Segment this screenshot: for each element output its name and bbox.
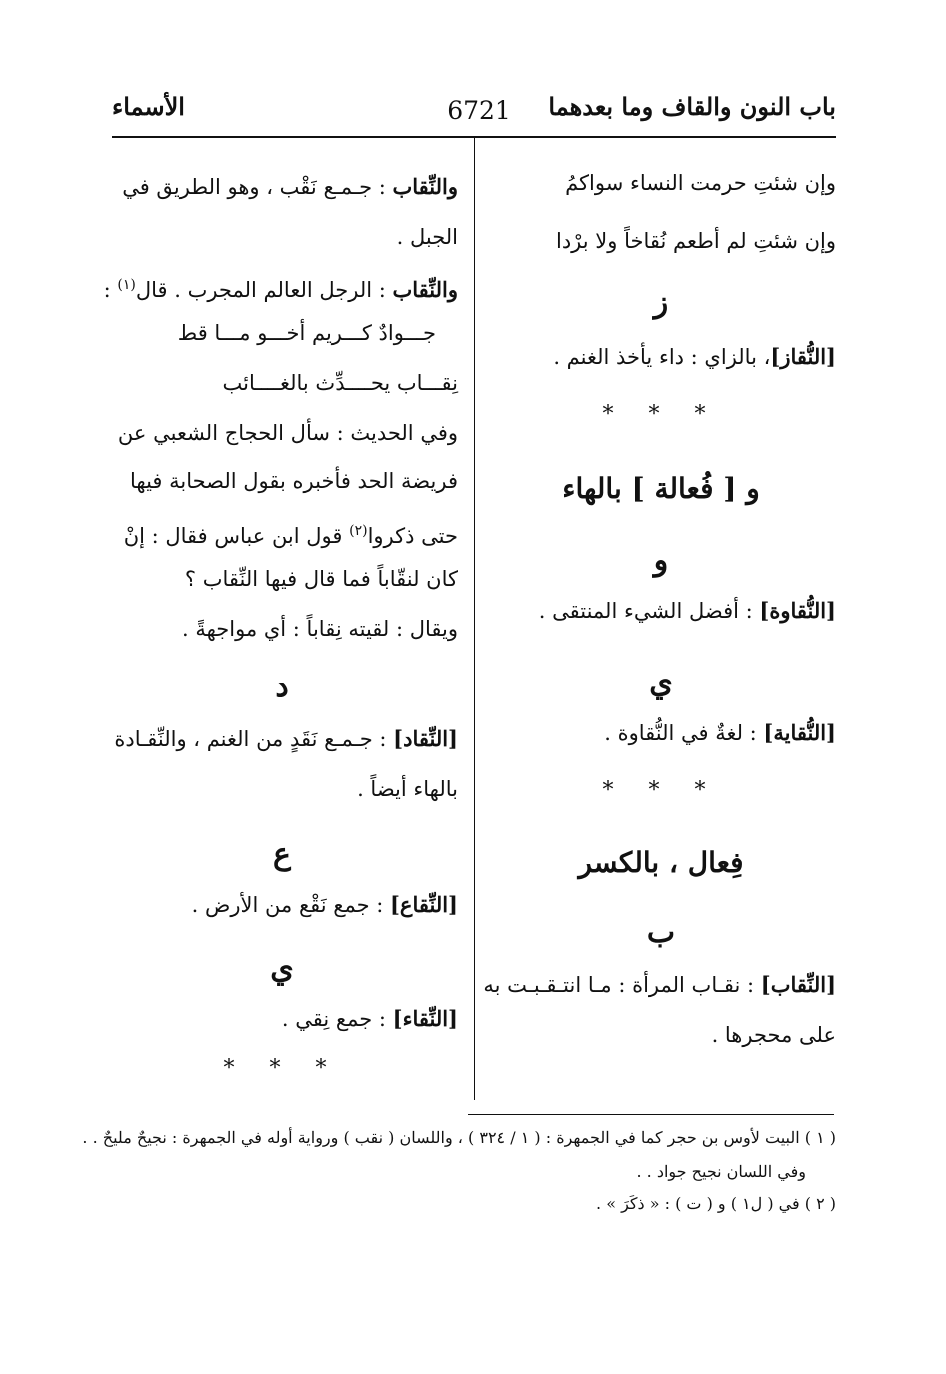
entry — [122, 172, 458, 202]
text-segment: حتى ذكروا — [367, 524, 458, 548]
entry-term: [النِّقاع] — [390, 892, 458, 917]
text-line: فريضة الحد فأخبره بقول الصحابة فيها — [129, 469, 458, 493]
entry-text: : لغةٌ في النُّقاوة . — [604, 721, 764, 745]
separator-stars: * * * — [602, 402, 720, 427]
footnote-1: ( ١ ) البيت لأوس بن حجر كما في الجمهرة : ( ١ / ٣٢٤ ) ، واللسان ( نقب ) ورواية أوله في الجمهرة : نجيحٌ مليحٌ . . — [82, 1128, 836, 1147]
entry — [114, 724, 458, 754]
entry-term: [النُّقاز] — [770, 344, 836, 369]
entry-text: : جـمـع نَقَدٍ من الغنم ، والنِّقـادة — [114, 727, 394, 751]
chapter-title: باب النون والقاف وما بعدهما — [548, 92, 836, 121]
entry-continuation: الجبل . — [396, 225, 458, 249]
verse-line: جـــوادٌ كـــريم أخـــو مـــا قط — [177, 321, 436, 345]
entry-term: [النِّقاب] — [760, 972, 836, 997]
letter-heading: ع — [273, 837, 291, 872]
text-line — [124, 516, 458, 551]
entry-text: : جمع نِقي . — [281, 1007, 393, 1031]
entry-term: [النُّقاوة] — [759, 598, 836, 623]
footnote-ref: (٢) — [349, 523, 368, 539]
entry-text: : الرجل العالم المجرب . قال — [135, 278, 393, 302]
separator-stars: * * * — [602, 778, 720, 803]
section-title: الأسماء — [112, 92, 185, 121]
letter-heading: ب — [646, 915, 676, 950]
entry-text: : نقـاب المرأة : مـا انتـقـبـت به — [483, 973, 761, 997]
footnote-ref: (١) — [117, 277, 136, 293]
entry-text: : جـمـع نَقْب ، وهو الطريق في — [122, 175, 393, 199]
section-heading: و [ فُعالة ] بالهاء — [562, 472, 760, 505]
entry-text: : جمع نَقْع من الأرض . — [191, 893, 390, 917]
entry-text: : — [103, 278, 118, 302]
footnote-1-continuation: وفي اللسان نجيح جواد . . — [636, 1162, 806, 1181]
letter-heading: ي — [649, 665, 673, 700]
verse-line: نِقـــاب يحــــدِّث بالغــــائب — [222, 371, 458, 395]
entry — [192, 890, 458, 920]
letter-heading: و — [653, 543, 669, 578]
letter-heading: د — [275, 669, 289, 704]
verse-line: وإن شئتِ لم أطعم نُقاخاً ولا برْدا — [555, 229, 836, 253]
entry-text: ، بالزاي : داء يأخذ الغنم . — [553, 345, 771, 369]
entry-text: : أفضل الشيء المنتقى . — [538, 599, 760, 623]
separator-stars: * * * — [223, 1056, 341, 1081]
entry — [539, 596, 836, 626]
footnote-rule — [468, 1114, 834, 1115]
letter-heading: ي — [270, 951, 294, 986]
section-heading: فِعال ، بالكسر — [578, 846, 744, 879]
entry-continuation: على محجرها . — [711, 1023, 836, 1047]
entry — [104, 270, 458, 305]
text-line: وفي الحديث : سأل الحجاج الشعبي عن — [117, 421, 458, 445]
letter-heading: ز — [653, 285, 669, 320]
entry-term: [النِّقاء] — [392, 1006, 458, 1031]
column-divider — [474, 137, 475, 1100]
entry-term: [النِّقاد] — [393, 726, 458, 751]
text-line: ويقال : لقيته نِقاباً : أي مواجهةً . — [181, 617, 458, 641]
entry — [604, 718, 836, 748]
footnote-2: ( ٢ ) في ( ل١ ) و ( ت ) : « ذكَرَ » . — [596, 1194, 836, 1213]
entry-continuation: بالهاء أيضاً . — [357, 777, 458, 801]
entry — [282, 1004, 458, 1034]
text-segment: قول ابن عباس فقال : إنْ — [123, 524, 350, 548]
entry — [483, 970, 836, 1000]
entry-term: [النُّقاية] — [763, 720, 836, 745]
page-number-text: 6721 — [447, 96, 511, 125]
entry — [553, 342, 836, 372]
entry-term: والنِّقاب — [392, 174, 458, 199]
verse-line: وإن شئتِ حرمت النساء سواكمُ — [565, 171, 836, 195]
entry-term: والنِّقاب — [392, 277, 458, 302]
text-line: كان لنقّاباً فما قال فيها النِّقاب ؟ — [184, 567, 458, 591]
